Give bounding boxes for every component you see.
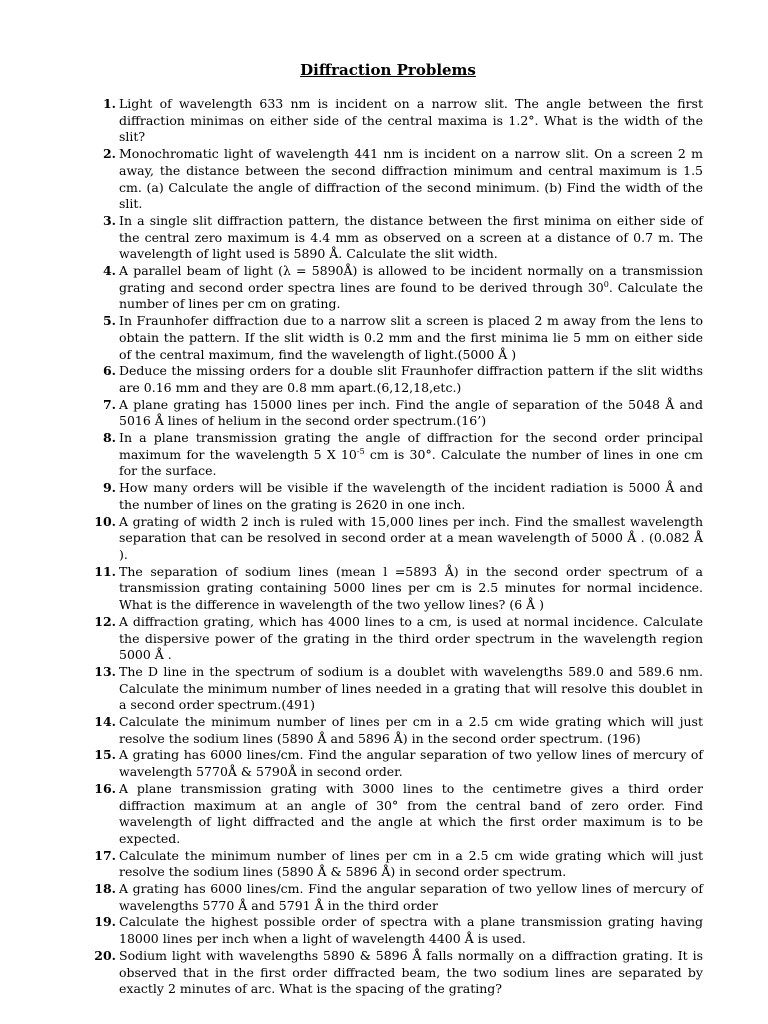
problem-text: A grating has 6000 lines/cm. Find the angular separation of two yellow lines of mercury of wavelength 5770Å & 5790Å in second order. xyxy=(119,747,703,780)
problem-number: 19. xyxy=(94,914,116,930)
problem-number: 4. xyxy=(102,263,116,279)
problem-text: In a plane transmission grating the angle of diffraction for the second order principal maximum for the wavelength 5 X 10 xyxy=(119,430,703,462)
problem-number: 3. xyxy=(102,212,116,228)
problem-number: 14. xyxy=(94,714,116,730)
problem-text: A grating of width 2 inch is ruled with 15,000 lines per inch. Find the smallest wavelength separation that can be resolved in second order at a mean wavelength of 5000 Å . (0.082 Å ). xyxy=(119,513,703,562)
superscript: -5 xyxy=(356,446,365,456)
problem-text: A grating has 6000 lines/cm. Find the angular separation of two yellow lines of mercury of wavelengths 5770 Å and 5791 Å in the third order xyxy=(119,881,703,913)
problem-item xyxy=(102,480,703,513)
problem-item xyxy=(94,513,703,564)
problem-item xyxy=(94,914,703,947)
problem-text: In Fraunhofer diffraction due to a narrow slit a screen is placed 2 m away from the lens to obtain the pattern. If the slit width is 0.2 mm and the first minima lie 5 mm on either side of the central maximum, find the wavelength of light.(5000 Å ) xyxy=(119,313,703,362)
problem-number: 10. xyxy=(94,513,116,529)
problem-item xyxy=(102,146,703,213)
problem-text-continued: . Calculate the number of lines per cm on grating. xyxy=(119,279,704,312)
problem-item xyxy=(94,613,703,664)
problem-text: The separation of sodium lines (mean l =5893 Å) in the second order spectrum of a transmission grating containing 5000 lines per cm is 2.5 minutes for normal incidence. What is the difference in wavelength of the two yellow lines? (6 Å ) xyxy=(119,563,703,613)
problem-number: 16. xyxy=(94,780,116,796)
problem-item xyxy=(102,263,704,313)
problem-number: 13. xyxy=(94,663,116,679)
problem-text: A diffraction grating, which has 4000 lines to a cm, is used at normal incidence. Calculate the dispersive power of the grating in the third order spectrum in the wavelength region 5000 Å . xyxy=(119,613,703,663)
problem-text: A plane transmission grating with 3000 lines to the centimetre gives a third order diffraction maximum at an angle of 30° from the central band of zero order. Find wavelength of light diffracted and the angle at which the first order maximum is to be expected. xyxy=(119,780,703,846)
problem-number: 12. xyxy=(94,613,116,629)
problem-number: 18. xyxy=(94,881,116,897)
problem-number: 7. xyxy=(102,396,116,412)
problem-text: How many orders will be visible if the wavelength of the incident radiation is 5000 Å and the number of lines on the grating is 2620 in one inch. xyxy=(119,480,703,512)
problem-number: 20. xyxy=(94,947,116,963)
problem-text: A parallel beam of light (λ = 5890Å) is allowed to be incident normally on a transmission grating and second order spectra lines are found to be derived through 30 xyxy=(119,263,703,295)
problem-number: 9. xyxy=(102,480,116,496)
problem-item xyxy=(94,780,703,848)
problem-text: Deduce the missing orders for a double slit Fraunhofer diffraction pattern if the slit widths are 0.16 mm and they are 0.8 mm apart.(6,12,18,etc.) xyxy=(119,363,703,395)
problem-item xyxy=(102,96,703,146)
problem-number: 8. xyxy=(102,430,116,446)
page-title: Diffraction Problems xyxy=(300,61,476,79)
problem-text: Monochromatic light of wavelength 441 nm is incident on a narrow slit. On a screen 2 m away, the distance between the second diffraction minimum and central maximum is 1.5 cm. (a) Calculate the angle of diffraction of the second minimum. (b) Find the width of the slit. xyxy=(119,146,703,212)
problem-list xyxy=(94,96,704,998)
superscript: 0 xyxy=(603,279,609,289)
problem-text: Calculate the minimum number of lines per cm in a 2.5 cm wide grating which will just resolve the sodium lines (5890 Å and 5896 Å) in the second order spectrum. (196) xyxy=(119,714,703,746)
problem-item xyxy=(102,430,703,480)
problem-item xyxy=(102,396,703,430)
problem-item xyxy=(94,847,703,881)
problem-number: 15. xyxy=(94,747,116,763)
problem-text: Calculate the minimum number of lines per cm in a 2.5 cm wide grating which will just resolve the sodium lines (5890 Å & 5896 Å) in second order spectrum. xyxy=(119,847,703,880)
problem-text: In a single slit diffraction pattern, the distance between the first minima on either side of the central zero maximum is 4.4 mm as observed on a screen at a distance of 0.7 m. The wavelength of light used is 5890 Å. Calculate the slit width. xyxy=(119,212,703,262)
problem-item xyxy=(94,563,703,614)
problem-item xyxy=(102,363,703,396)
problem-text: Sodium light with wavelengths 5890 & 5896 Å falls normally on a diffraction grating. It is observed that in the first order diffracted beam, the two sodium lines are separated by exactly 2 minutes of arc. What is the spacing of the grating? xyxy=(119,947,703,997)
problem-item xyxy=(94,663,703,714)
problem-number: 2. xyxy=(102,146,116,162)
problem-number: 17. xyxy=(94,847,116,863)
problem-text: Calculate the highest possible order of spectra with a plane transmission grating having 18000 lines per inch when a light of wavelength 4400 Å is used. xyxy=(119,914,703,947)
problem-number: 1. xyxy=(102,96,116,111)
problem-item xyxy=(94,881,703,914)
problem-item xyxy=(94,714,703,747)
problem-text: The D line in the spectrum of sodium is a doublet with wavelengths 589.0 and 589.6 nm. Calculate the minimum number of lines needed in a grating that will resolve this doublet in a second order spectrum.(491) xyxy=(119,663,703,713)
problem-text: A plane grating has 15000 lines per inch. Find the angle of separation of the 5048 Å and 5016 Å lines of helium in the second order spectrum.(16’) xyxy=(119,396,703,429)
problem-text-continued: cm is 30°. Calculate the number of lines in one cm for the surface. xyxy=(119,446,703,479)
problem-item xyxy=(94,947,703,998)
problem-number: 5. xyxy=(102,313,116,329)
problem-item xyxy=(102,313,703,363)
problem-item xyxy=(94,747,703,780)
problem-number: 11. xyxy=(94,563,116,579)
problem-number: 6. xyxy=(102,363,116,379)
problem-item xyxy=(102,212,703,263)
problem-text: Light of wavelength 633 nm is incident on a narrow slit. The angle between the first diffraction minimas on either side of the central maxima is 1.2°. What is the width of the slit? xyxy=(119,96,703,145)
